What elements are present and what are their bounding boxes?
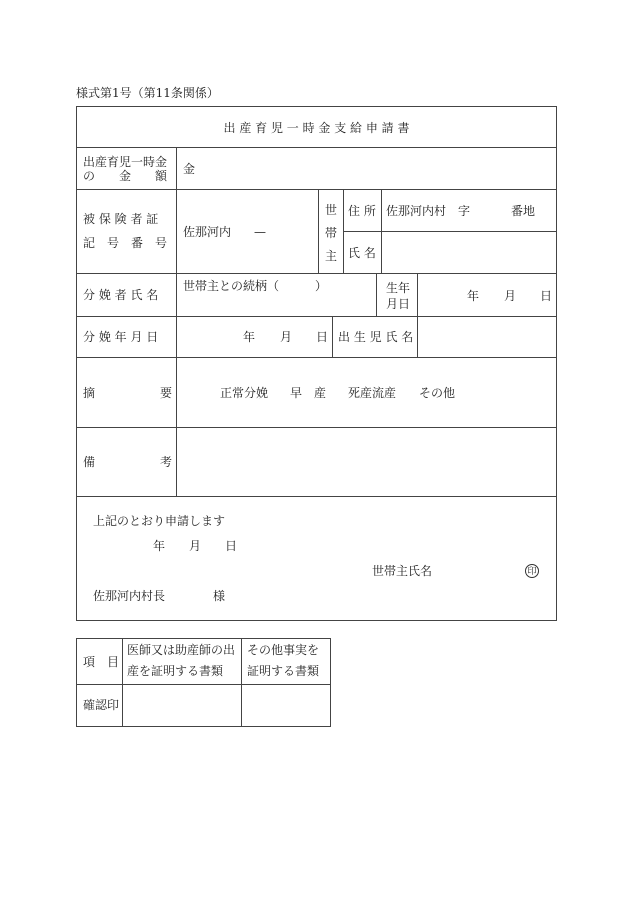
summary-option-premature[interactable]: 早 産 bbox=[290, 386, 327, 400]
amount-label-line2: の 金 額 bbox=[83, 169, 168, 183]
mother-name-label: 分 娩 者 氏 名 bbox=[83, 288, 159, 302]
summary-option-stillbirth[interactable]: 死産流産 bbox=[348, 386, 397, 400]
birth-year[interactable]: 年 bbox=[467, 289, 480, 303]
delivery-year[interactable]: 年 bbox=[243, 330, 256, 344]
head-name-label: 氏 名 bbox=[348, 246, 376, 260]
birth-day[interactable]: 日 bbox=[540, 289, 553, 303]
summary-option-normal[interactable]: 正常分娩 bbox=[220, 386, 269, 400]
column-divider bbox=[376, 273, 377, 316]
doctor-proof-header-line2: 産を証明する書類 bbox=[127, 664, 224, 678]
doctor-proof-stamp-cell[interactable] bbox=[123, 685, 240, 726]
head-signature-label: 世帯主氏名 bbox=[372, 564, 433, 578]
application-year[interactable]: 年 bbox=[153, 539, 166, 553]
confirmation-stamp-label: 確認印 bbox=[83, 698, 120, 712]
form-title: 出 産 育 児 一 時 金 支 給 申 請 書 bbox=[223, 121, 410, 135]
declaration-text: 上記のとおり申請します bbox=[93, 514, 226, 528]
other-proof-header-line2: 証明する書類 bbox=[247, 664, 320, 678]
summary-option-other[interactable]: その他 bbox=[419, 386, 456, 400]
other-proof-stamp-cell[interactable] bbox=[242, 685, 330, 726]
summary-label-char-1: 摘 bbox=[83, 386, 96, 400]
application-day[interactable]: 日 bbox=[225, 539, 238, 553]
row-divider bbox=[76, 189, 557, 190]
row-divider bbox=[76, 496, 557, 497]
household-head-char-3: 主 bbox=[325, 249, 338, 263]
summary-label-char-2: 要 bbox=[160, 386, 173, 400]
remarks-label-char-1: 備 bbox=[83, 455, 96, 469]
form-number: 様式第1号（第11条関係） bbox=[76, 86, 219, 100]
column-divider bbox=[318, 189, 319, 273]
amount-label-line1: 出産育児一時金 bbox=[83, 155, 168, 169]
seal-icon: 印 bbox=[525, 564, 539, 578]
child-name-field[interactable] bbox=[418, 317, 556, 356]
delivery-month[interactable]: 月 bbox=[280, 330, 293, 344]
household-head-char-1: 世 bbox=[325, 203, 338, 217]
address-label: 住 所 bbox=[348, 204, 376, 218]
row-divider bbox=[76, 357, 557, 358]
address-field[interactable]: 佐那河内村 字 bbox=[386, 204, 471, 218]
birth-date-label-line2: 月日 bbox=[386, 297, 411, 311]
insured-number-prefix[interactable]: 佐那河内 bbox=[183, 225, 232, 239]
child-name-label: 出 生 児 氏 名 bbox=[338, 330, 414, 344]
remarks-label-char-2: 考 bbox=[160, 455, 173, 469]
application-month[interactable]: 月 bbox=[189, 539, 202, 553]
insured-label-line2: 記 号 番 号 bbox=[83, 236, 168, 250]
insured-number-dash: — bbox=[254, 225, 266, 239]
relation-field[interactable]: 世帯主との続柄（ ） bbox=[183, 279, 328, 293]
doctor-proof-header-line1: 医師又は助産師の出 bbox=[127, 643, 236, 657]
head-name-field[interactable] bbox=[382, 232, 556, 272]
column-divider bbox=[343, 189, 344, 273]
row-divider bbox=[76, 147, 557, 148]
application-form-frame bbox=[76, 106, 557, 621]
amount-value-field[interactable]: 金 bbox=[183, 162, 196, 176]
insured-label-line1: 被 保 険 者 証 bbox=[83, 212, 159, 226]
other-proof-header-line1: その他事実を bbox=[247, 643, 320, 657]
column-divider bbox=[332, 316, 333, 357]
delivery-date-label: 分 娩 年 月 日 bbox=[83, 330, 159, 344]
verification-item-label: 項 目 bbox=[83, 655, 120, 669]
addressee: 佐那河内村長 bbox=[93, 589, 166, 603]
remarks-field[interactable] bbox=[177, 428, 556, 495]
household-head-char-2: 帯 bbox=[325, 226, 338, 240]
row-divider bbox=[76, 273, 557, 274]
addressee-honorific: 様 bbox=[213, 589, 226, 603]
birth-month[interactable]: 月 bbox=[504, 289, 517, 303]
delivery-day[interactable]: 日 bbox=[316, 330, 329, 344]
address-suffix: 番地 bbox=[511, 204, 536, 218]
birth-date-label-line1: 生年 bbox=[386, 281, 411, 295]
